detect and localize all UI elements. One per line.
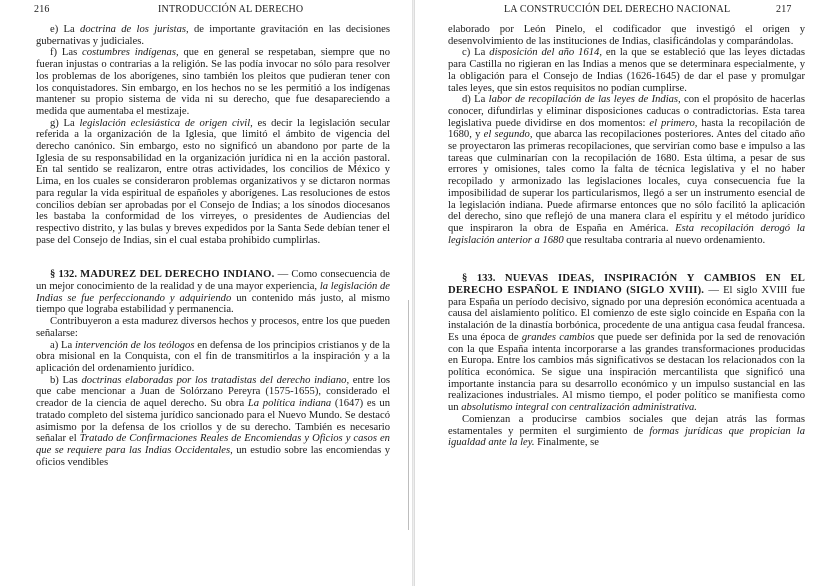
paragraph — [36, 47, 390, 117]
text-run: elaborado por León Pinelo, el codificador que investigó el origen y desenvolvimiento de las instituciones de Indias, clasificándolas y comparándolas. — [448, 24, 805, 47]
section-title: MADUREZ DEL DERECHO INDIANO. — [80, 269, 275, 281]
text-run: en la que se estableció que las leyes dictadas para Castilla no rigieran en las Indias a menos que se determinara especialmente, y la obligación para el Consejo de Indias (1626-1645) de dar el pase y promulgar tales leyes, que sin estos requisitos no podían cumplirse. — [448, 47, 805, 94]
italic-run: formas jurídicas que propician la igualdad ante la ley. — [448, 425, 805, 449]
text-run: d) La — [462, 94, 489, 106]
section-lead-paragraph — [36, 269, 390, 316]
italic-run: intervención de los teólogos — [74, 339, 195, 351]
section-block — [448, 273, 805, 449]
text-run: de importante gravitación en las decisiones gubernativas y judiciales. — [36, 24, 390, 47]
body-text — [448, 24, 805, 246]
italic-run: la legislación de Indias se fue perfeccionando y adquiriendo — [36, 281, 390, 304]
text-column — [448, 24, 805, 449]
text-run: que resultaba contraria al nuevo ordenamiento. — [563, 234, 766, 246]
italic-run: absolutismo integral con centralización administrativa. — [461, 402, 697, 414]
paragraph — [448, 94, 805, 246]
paragraph — [448, 47, 805, 94]
section-body — [36, 316, 390, 468]
italic-run: Tratado de Confirmaciones Reales de Encomiendas y Oficios y casos en que se requiere para las Indias Occidentales, — [36, 433, 390, 456]
text-run: un contenido más justo, al mismo tiempo que lograba estabilidad y permanencia. — [36, 292, 390, 316]
section-lead-text — [448, 285, 805, 413]
page-number: 217 — [776, 4, 792, 15]
text-run: un estudio sobre las encomiendas y oficios vendibles — [36, 444, 390, 468]
italic-run: Esta recopilación derogó la legislación anterior a 1680 — [448, 222, 805, 246]
text-run: Contribuyeron a esta madurez diversos hechos y procesos, entre los que pueden señalarse: — [36, 316, 390, 339]
text-run: c) La — [462, 47, 490, 59]
text-run: en defensa de los principios cristianos y de la obra misional en la Conquista, con el fin de transmitirlos a la inspiración y a la aplicación del ordenamiento jurídico. — [36, 339, 391, 374]
italic-run: legislación eclesiástica de origen civil, — [79, 117, 253, 129]
paragraph — [36, 375, 390, 469]
text-run: — Como consecuencia de un mejor conocimiento de la realidad y de una mayor experiencia, — [36, 269, 390, 293]
text-run: — El siglo XVIII fue para España un período decisivo, signado por una depresión económica acentuada a causa del aislamiento político. El comienzo de este siglo coincide en España con la instalación de la dinastía borbónica, procedente de una antigua casa feudal francesa. Es una época de — [448, 285, 806, 343]
text-run: entre los que cabe mencionar a Juan de Solórzano Pereyra (1575-1655), considerado el creador de la ciencia de aquel derecho. Su obra — [36, 374, 390, 410]
section-title: NUEVAS IDEAS, INSPIRACIÓN Y CAMBIOS EN EL DERECHO ESPAÑOL E INDIANO (SIGLO XVIII). — [448, 273, 805, 297]
text-run: Finalmente, se — [534, 437, 599, 449]
italic-run: grandes cambios — [521, 331, 595, 343]
page-number: 216 — [34, 4, 50, 15]
paragraph — [36, 316, 390, 339]
text-run: con el propósito de hacerlas conocer, difundirlas y eliminar disposiciones caducas o contradictorias. Esta tarea legislativa puede dividirse en dos momentos: — [448, 94, 806, 129]
text-run: b) Las — [50, 374, 82, 386]
text-run: (1647) es un tratado completo del sistema jurídico sancionado para el Nuevo Mundo. Se destacó asimismo por la defensa de los criollos y de su derecho. También es necesario señalar el — [36, 398, 390, 445]
italic-run: labor de recopilación de las leyes de Indias, — [488, 94, 681, 106]
text-run: es decir la legislación secular referida a la organización de la Iglesia, que limitó el ámbito de vigencia del derecho canónico. Sin embargo, esto no significó un abandono por parte de la Iglesia de su responsabilidad en la organización jurídica ni en la acción pastoral. En tal sentido se realizaron, entre otras actividades, los concilios de México y Lima, en los cuales se consideraron problemas organizativos y se dictaron normas para regular la vida espiritual de españoles y aborígenes. Las resoluciones de estos concilios debían ser aprobadas por el Consejo de Indias; a los sínodos diocesanos les bastaba la conformidad de los virreyes, o presidentes de Audiencias del respectivo distrito, y las bulas y breves expedidos por la Santa Sede debían tener el pase del Consejo de Indias, sin el cual estaba prohibido cumplirlas. — [36, 117, 390, 246]
section-lead-paragraph — [448, 273, 805, 413]
text-column — [36, 24, 390, 468]
paragraph — [448, 24, 805, 47]
italic-run: doctrinas elaboradas por los tratadistas del derecho indiano, — [81, 374, 350, 386]
section-number: § 132. — [50, 269, 77, 281]
italic-run: La política indiana — [247, 398, 332, 410]
text-run: g) La — [50, 117, 80, 129]
text-run: que puede ser definida por la sed de renovación con la que España intenta incorporarse a las grandes transformaciones producidas en Europa. Entre los cambios más significativos se destacan los relacionados con la política económica. Se sigue una inspiración mercantilista que significó una importante instancia para su desarrollo económico y un impulso sustancial en las realizaciones industriales. Al mismo tiempo, el poder político se manifiesta como un — [448, 331, 806, 414]
right-page — [414, 0, 828, 586]
running-head: INTRODUCCIÓN AL DERECHO — [158, 4, 304, 15]
section-body — [448, 414, 805, 449]
text-run: Comienzan a producirse cambios sociales que dejan atrás las formas estamentales y permiten el surgimiento de — [448, 413, 805, 437]
text-run: hasta la recopilación de 1680, y — [448, 117, 805, 141]
italic-run: doctrina de los juristas, — [80, 24, 189, 35]
text-run: f) Las — [50, 47, 83, 59]
margin-rule — [408, 300, 409, 530]
text-run: que en general se respetaban, siempre que no fueran injustas o contrarias a la religión. Se las podía invocar no sólo para resolver los problemas de los aborígenes, sino también los pleitos que pudieran tener con los conquistadores. Sin embargo, en los hechos no se les permitió a los indígenas mantener su propio sistema de vida ni su derecho, que fue desapareciendo a medida que aumentaba el mestizaje. — [36, 47, 391, 117]
italic-run: el primero, — [649, 117, 698, 129]
section-number: § 133. — [462, 273, 496, 285]
italic-run: el segundo, — [483, 129, 533, 141]
text-run: a) La — [50, 339, 75, 351]
italic-run: disposición del año 1614, — [489, 47, 602, 59]
text-run: que abarca las recopilaciones posteriores. Antes del citado año se proyectaron las primeras recopilaciones, que servirían como base e impulso a las tareas que culminarían con la recopilación de 1680. Esta última, a pesar de sus errores y omisiones, tales como la falta de técnica legislativa y el no haber recopilado y armonizado las legislaciones locales, cuya consecuencia fue la imposibilidad de superar los particularismos, llegó a ser un instrumento esencial de la legislación indiana. Puede afirmarse entonces que no sólo facilitó la aplicación del derecho, sino que reflejó de una manera clara el espíritu y el método jurídico que inspiraron la obra de España en América. — [448, 129, 805, 234]
paragraph — [36, 24, 390, 47]
section-block — [36, 269, 390, 468]
paragraph — [36, 118, 390, 247]
italic-run: costumbres indígenas, — [82, 47, 179, 59]
paragraph — [36, 340, 390, 375]
paragraph — [448, 414, 805, 449]
body-text — [36, 24, 390, 246]
running-head: LA CONSTRUCCIÓN DEL DERECHO NACIONAL — [504, 4, 731, 15]
text-run: e) La — [50, 24, 81, 35]
